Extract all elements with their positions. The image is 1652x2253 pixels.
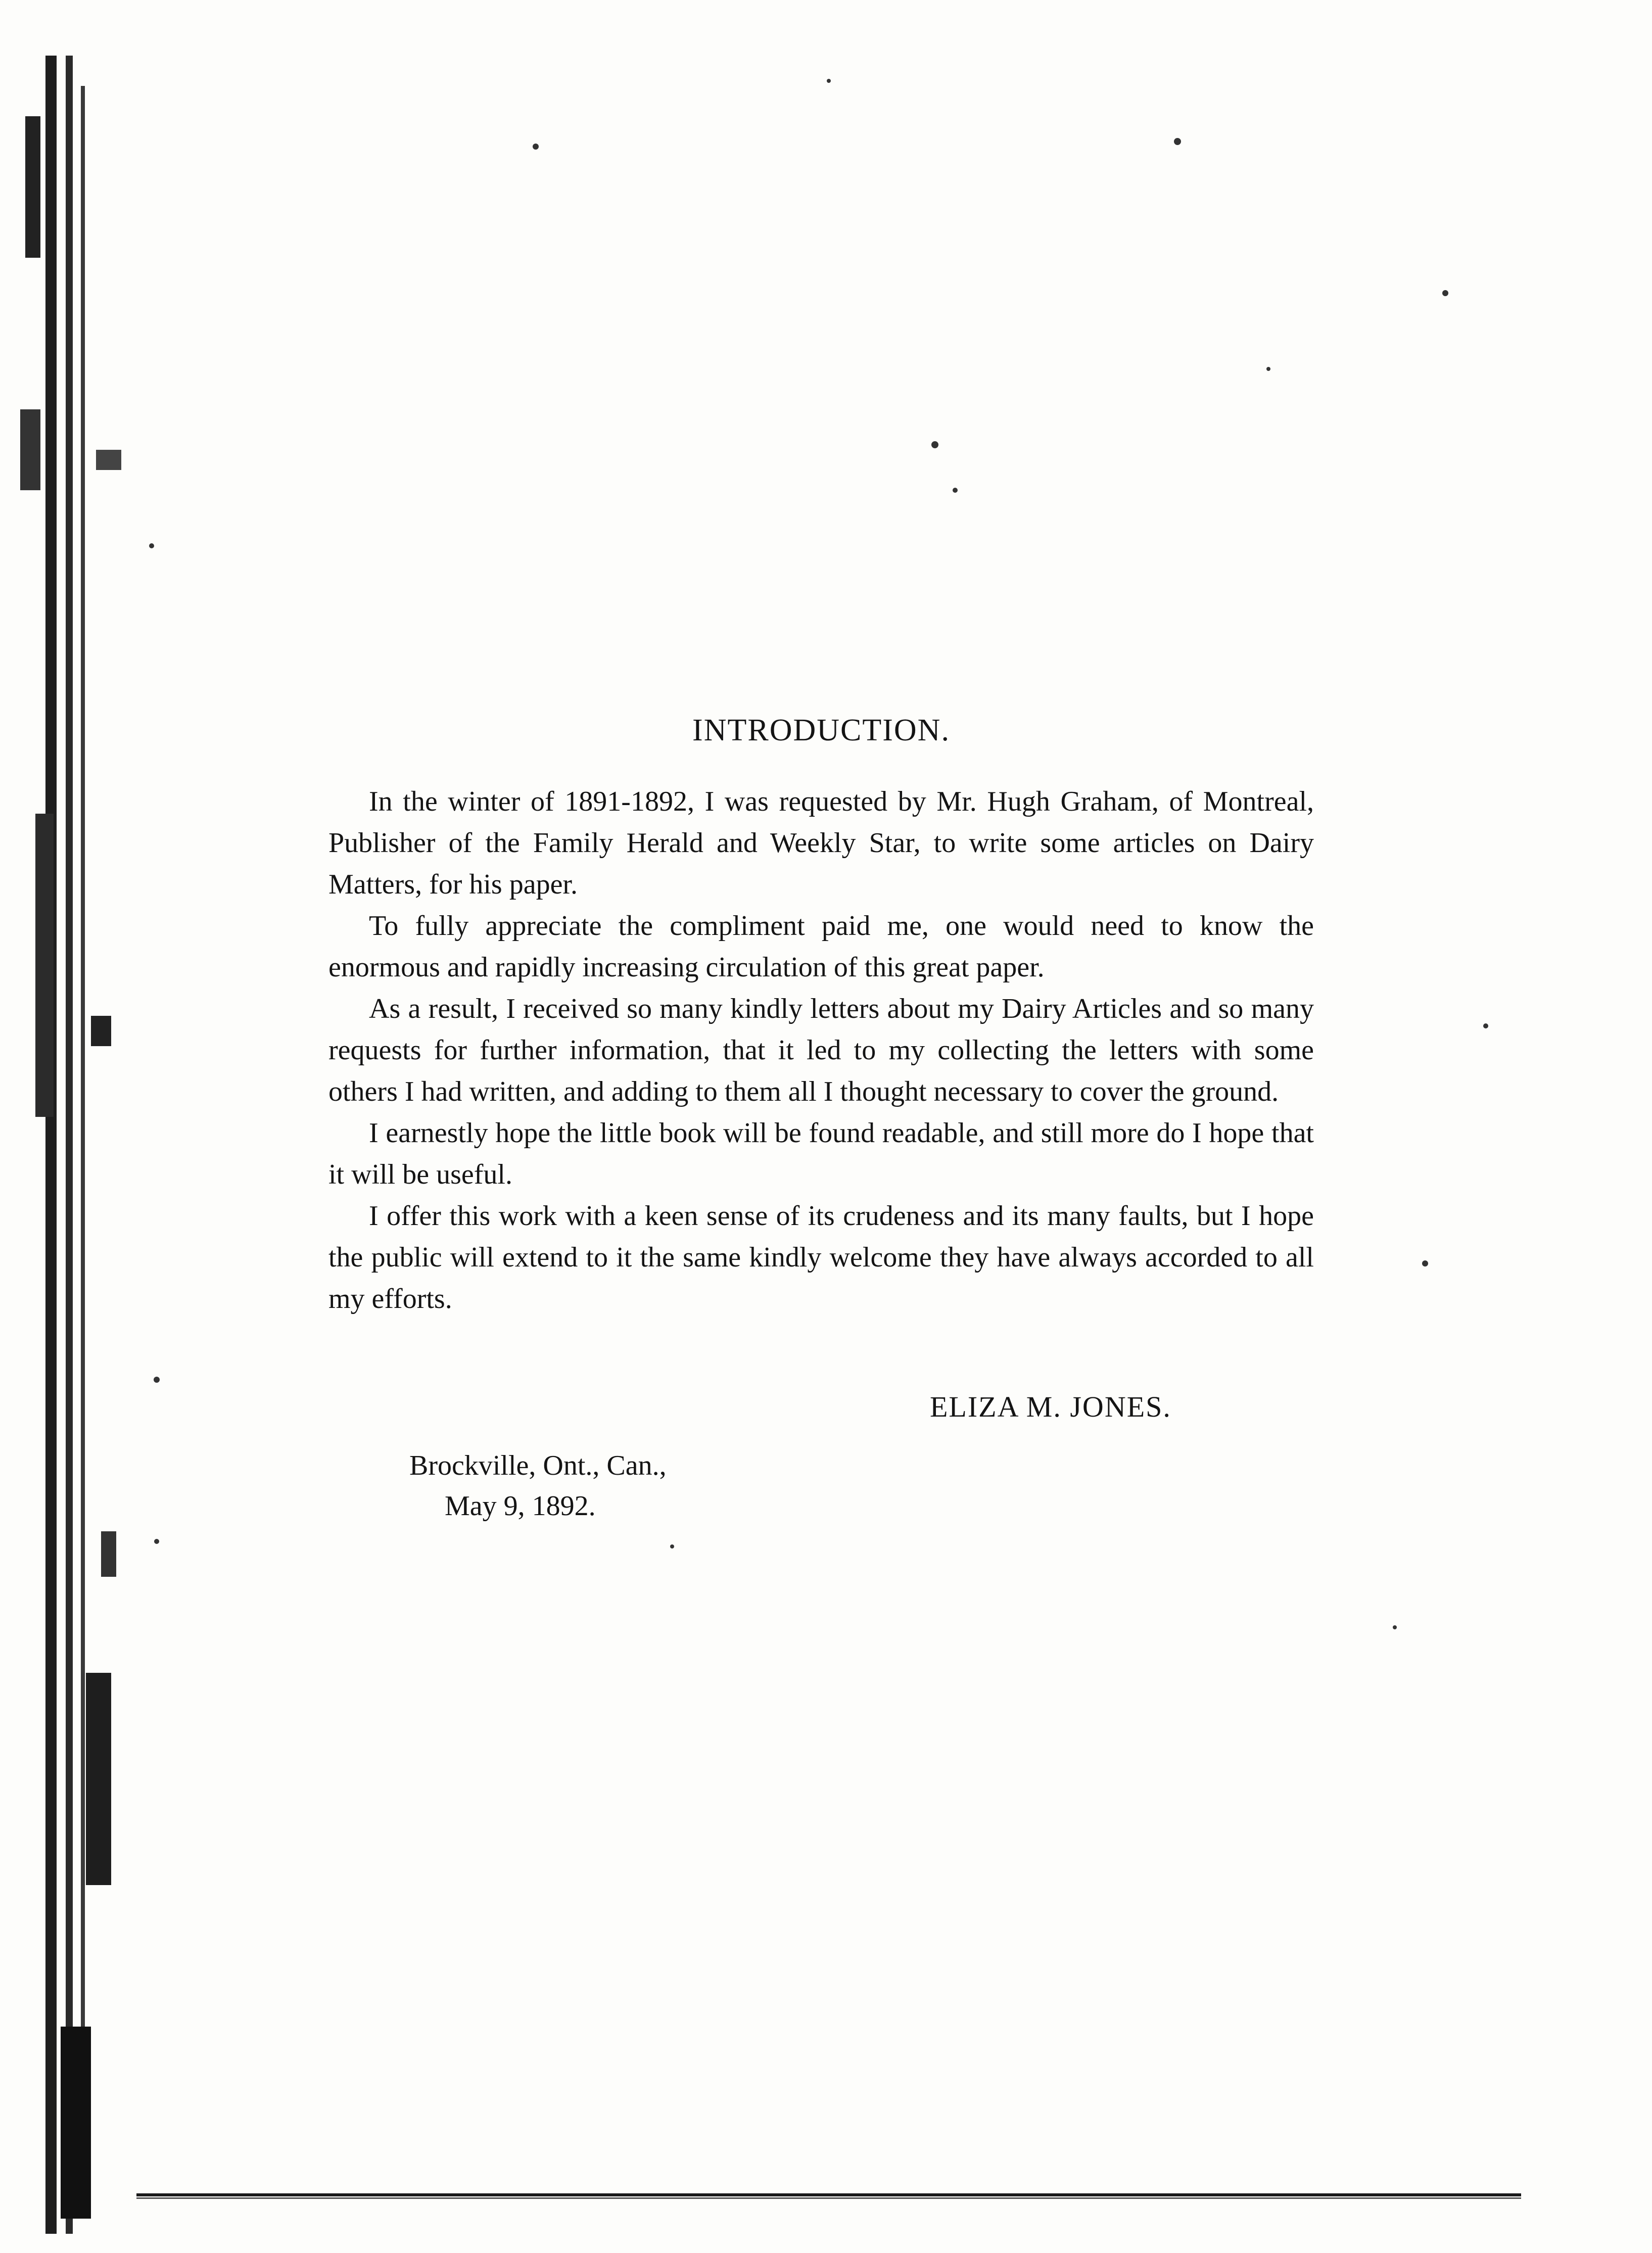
page-title: INTRODUCTION. [692, 713, 950, 747]
paragraph-4: I earnestly hope the little book will be found readable, and still more do I hope that it will be useful. [328, 1117, 1314, 1190]
paragraph-3: As a result, I received so many kindly letters about my Dairy Articles and so many requests for further information, that it led to my collecting the letters with some others I had written, and adding to them all I thought necessary to cover the ground. [328, 993, 1314, 1107]
paragraph-2: To fully appreciate the compliment paid me, one would need to know the enormous and rapidly increasing circulation of this great paper. [328, 910, 1314, 983]
paragraph-1: In the winter of 1891-1892, I was requested by Mr. Hugh Graham, of Montreal, Publisher of the Family Herald and Weekly Star, to write some articles on Dairy Matters, for his paper. [328, 786, 1314, 900]
paragraph-5: I offer this work with a keen sense of its crudeness and its many faults, but I hope the public will extend to it the same kindly welcome they have always accorded to all my efforts. [328, 1200, 1314, 1315]
date-line: May 9, 1892. [445, 1490, 596, 1522]
place-line: Brockville, Ont., Can., [409, 1450, 667, 1481]
bottom-rule-artifact [136, 2191, 1521, 2200]
place-and-date [409, 1445, 667, 1526]
binding-edge-artifact [15, 56, 131, 2234]
introduction-text [328, 713, 1314, 1320]
author-signature: ELIZA M. JONES. [930, 1390, 1171, 1423]
